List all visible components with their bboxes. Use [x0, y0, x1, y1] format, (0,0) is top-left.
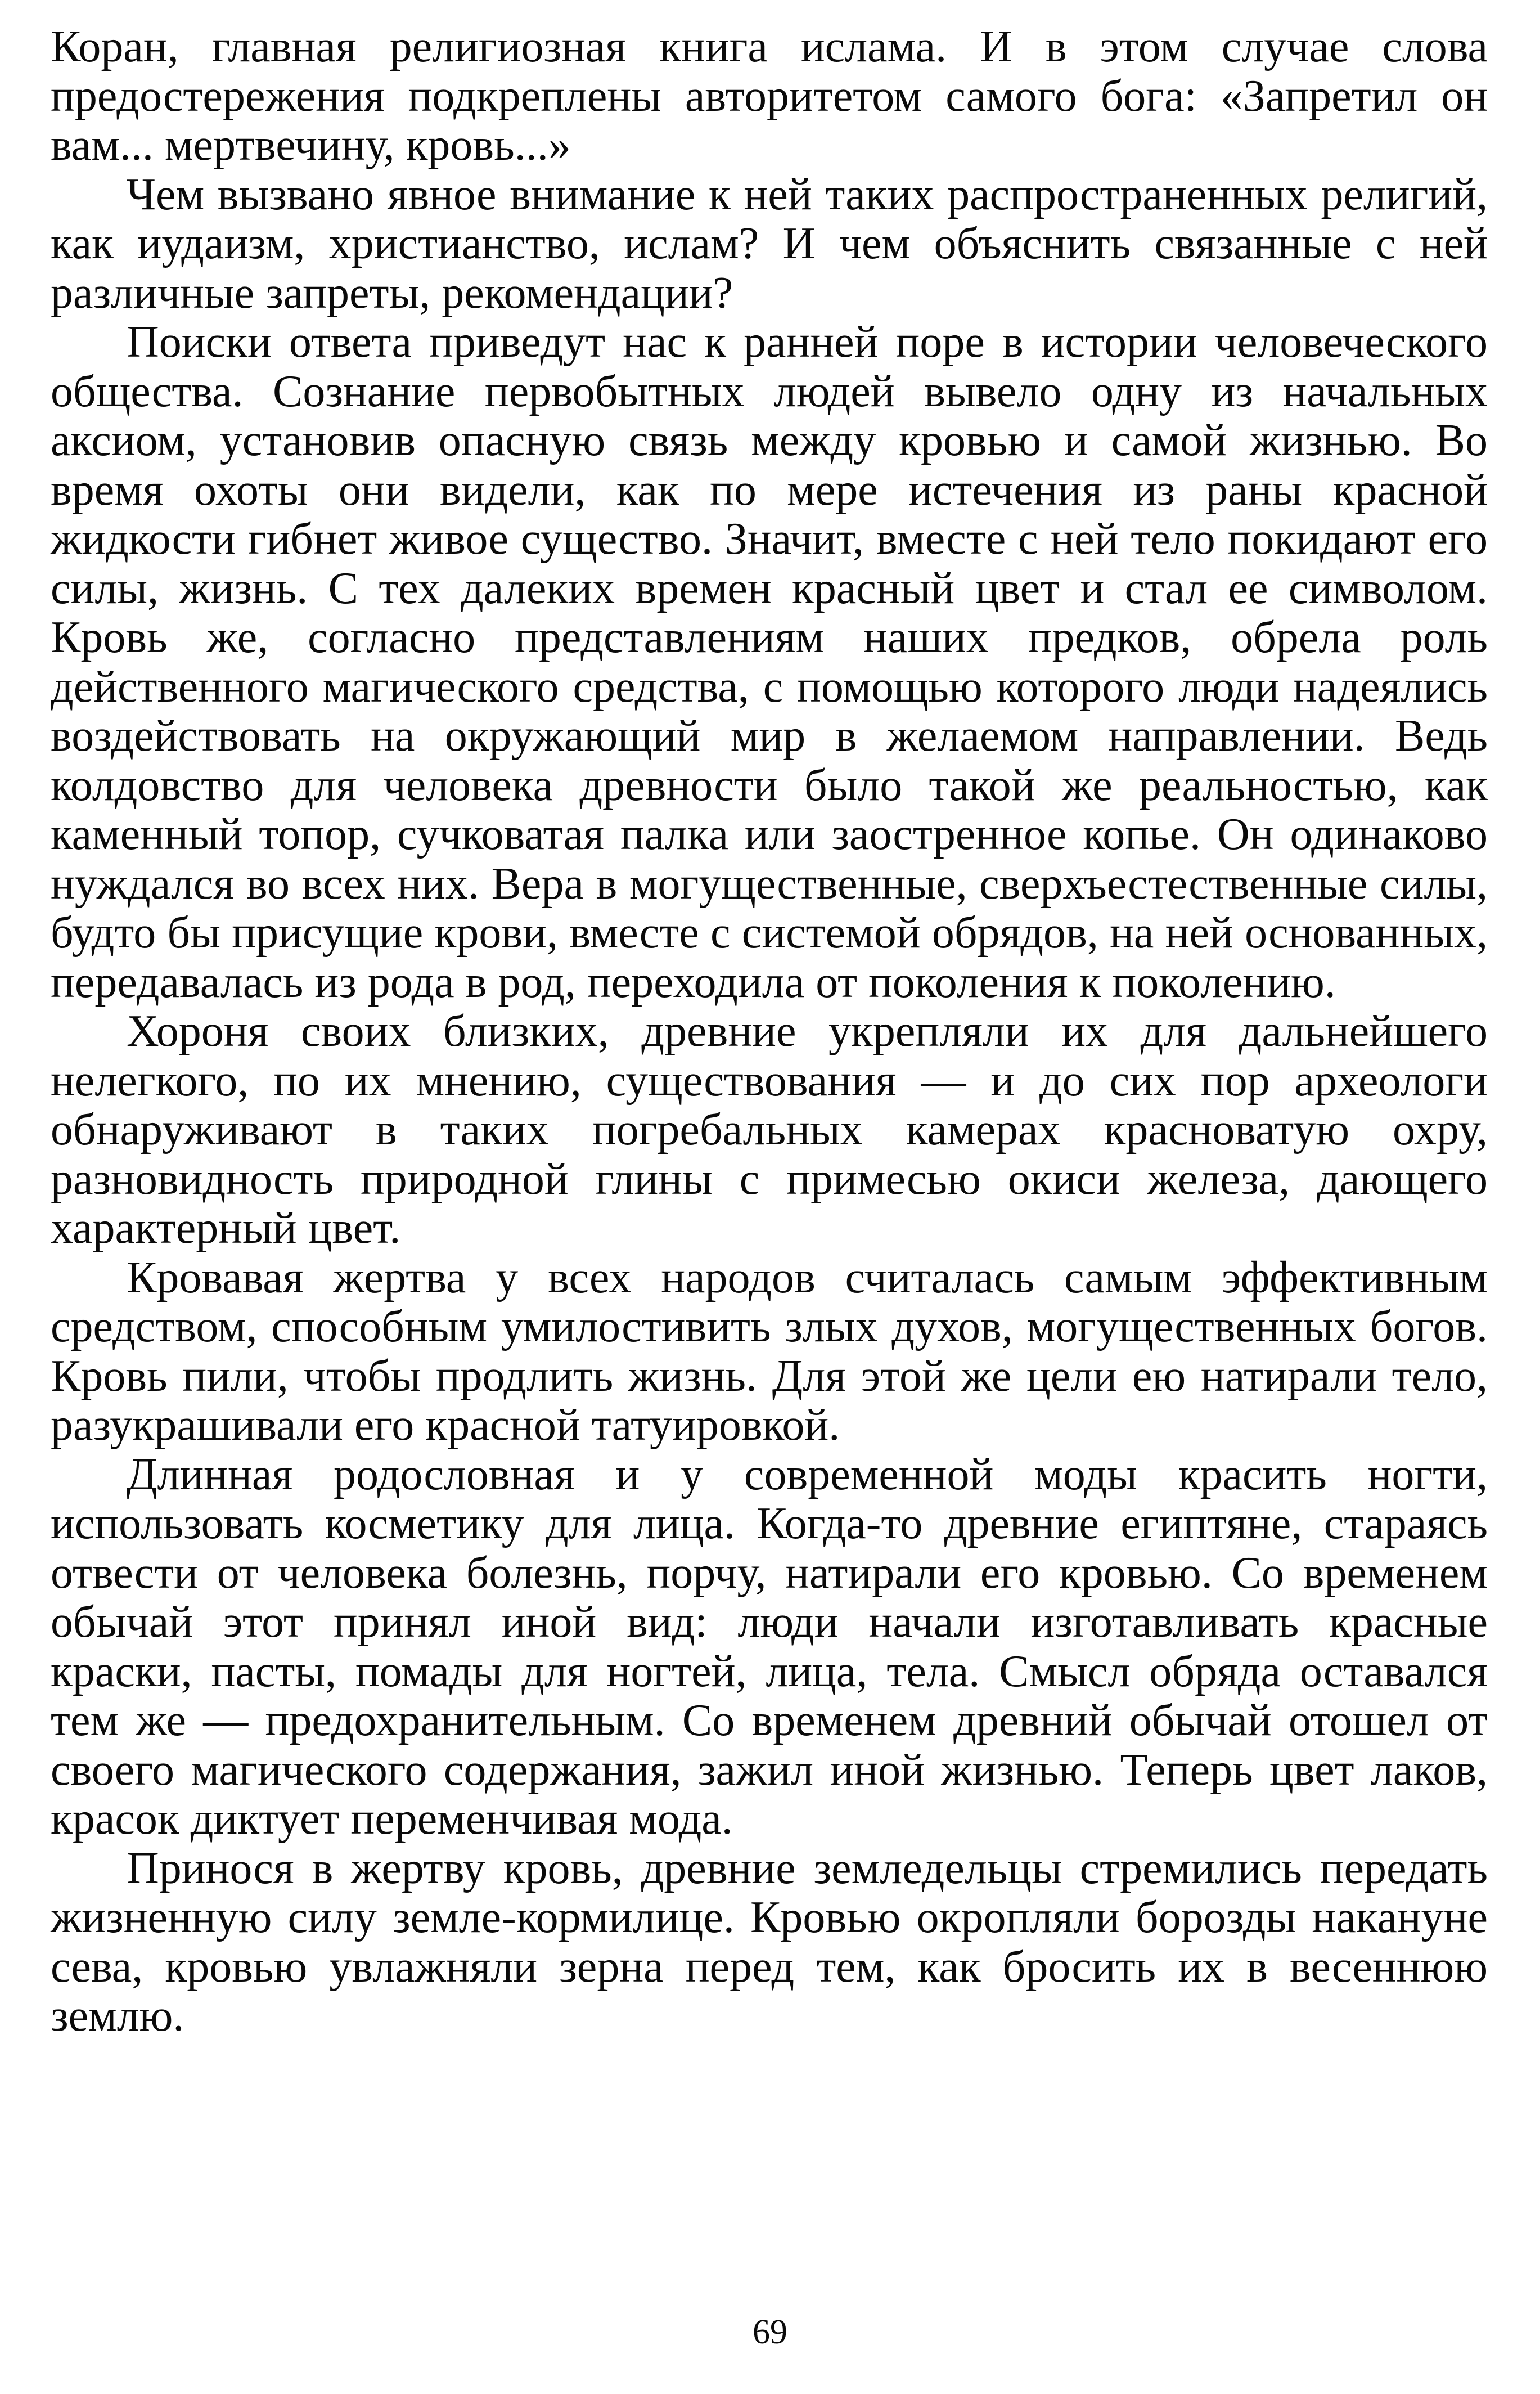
page-body: [51, 23, 1488, 2041]
page-number: 69: [753, 2313, 787, 2351]
paragraph-5: Кровавая жертва у всех народов считалась самым эффективным средством, способным умилостивить злых духов, могущественных богов. Кровь пили, чтобы продлить жизнь. Для этой же цели ею натирали тело, разукрашивали его красной татуировкой.: [51, 1252, 1488, 1450]
paragraph-6: Длинная родословная и у современной моды красить ногти, использовать косметику для лица. Когда-то древние египтяне, стараясь отвести от человека болезнь, порчу, натирали его кровью. Со временем обычай этот принял иной вид: люди начали изготавливать красные краски, пасты, помады для ногтей, лица, тела. Смысл обряда оставался тем же — предохранительным. Со временем древний обычай отошел от своего магического содержания, зажил иной жизнью. Теперь цвет лаков, красок диктует переменчивая мода.: [51, 1449, 1488, 1844]
paragraph-4: Хороня своих близких, древние укрепляли их для дальнейшего нелегкого, по их мнению, существования — и до сих пор археологи обнаруживают в таких погребальных камерах красноватую охру, разновидность природной глины с примесью окиси железа, дающего характерный цвет.: [51, 1007, 1488, 1253]
paragraph-1: Коран, главная религиозная книга ислама. И в этом случае слова предостережения подкреплены авторитетом самого бога: «Запретил он вам... мертвечину, кровь...»: [51, 22, 1488, 170]
paragraph-3: Поиски ответа приведут нас к ранней поре в истории человеческого общества. Сознание первобытных людей вывело одну из начальных аксиом, установив опасную связь между кровью и самой жизнью. Во время охоты они видели, как по мере истечения из раны красной жидкости гибнет живое существо. Значит, вместе с ней тело покидают его силы, жизнь. С тех далеких времен красный цвет и стал ее символом. Кровь же, согласно представлениям наших предков, обрела роль действенного магического средства, с помощью которого люди надеялись воздействовать на окружающий мир в желаемом направлении. Ведь колдовство для человека древности было такой же реальностью, как каменный топор, сучковатая палка или заостренное копье. Он одинаково нуждался во всех них. Вера в могущественные, сверхъестественные силы, будто бы присущие крови, вместе с системой обрядов, на ней основанных, передавалась из рода в род, переходила от поколения к поколению.: [51, 317, 1488, 1007]
paragraph-2: Чем вызвано явное внимание к ней таких распространенных религий, как иудаизм, христианство, ислам? И чем объяснить связанные с ней различные запреты, рекомендации?: [51, 169, 1488, 318]
paragraph-7: Принося в жертву кровь, древние земледельцы стремились передать жизненную силу земле-кормилице. Кровью окропляли борозды накануне сева, кровью увлажняли зерна перед тем, как бросить их в весеннюю землю.: [51, 1843, 1488, 2041]
